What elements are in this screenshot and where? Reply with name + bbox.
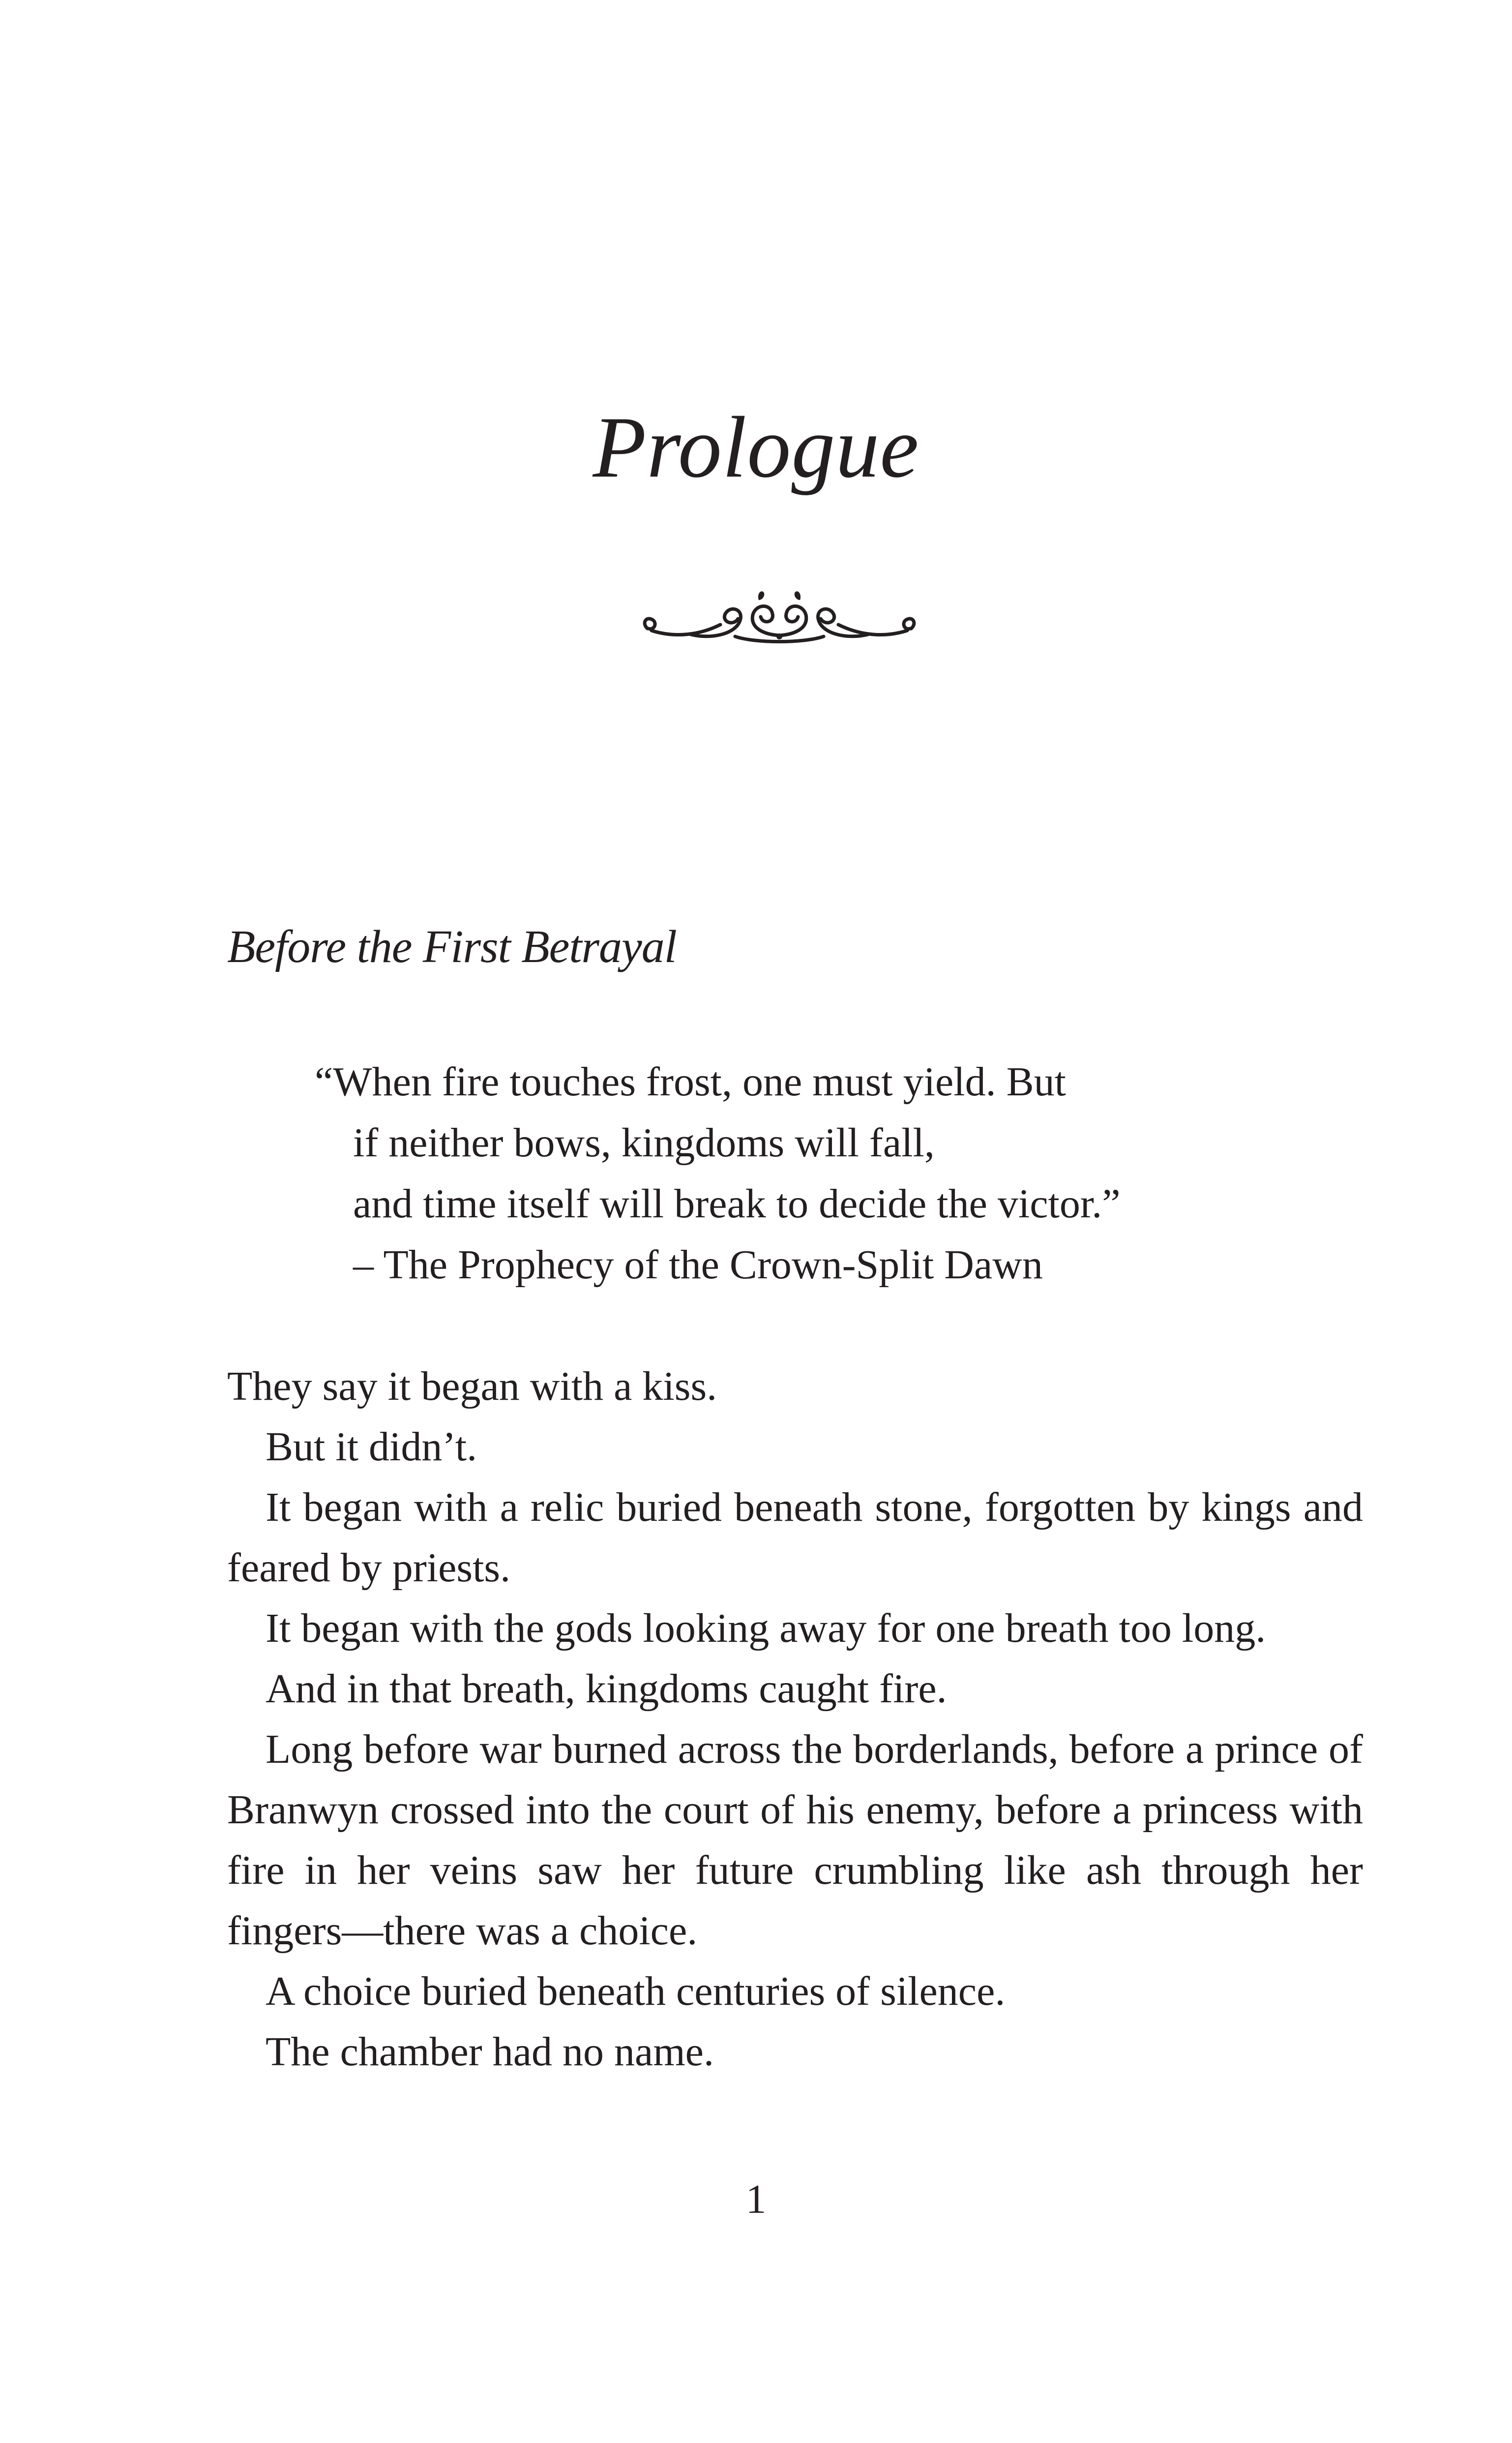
epigraph xyxy=(315,1052,1347,1296)
scroll-flourish-icon xyxy=(637,585,922,654)
paragraph: The chamber had no name. xyxy=(266,2029,714,2075)
epigraph-line: “When fire touches frost, one must yield. But xyxy=(315,1059,1066,1105)
section-subtitle: Before the First Betrayal xyxy=(227,921,677,972)
paragraph: It began with the gods looking away for one breath too long. xyxy=(266,1605,1266,1651)
paragraph: They say it began with a kiss. xyxy=(227,1363,717,1409)
epigraph-line: and time itself will break to decide the victor.” xyxy=(353,1181,1121,1227)
body-text xyxy=(227,1356,1363,2082)
epigraph-line: if neither bows, kingdoms will fall, xyxy=(353,1120,935,1166)
chapter-title: Prologue xyxy=(593,398,919,496)
page-number: 1 xyxy=(745,2176,767,2222)
paragraph: Long before war burned across the borderlands, before a prince of Branwyn crossed into the court of his enemy, before a princess with fire in her veins saw her future crumbling like ash through her fingers—there was a choice. xyxy=(227,1726,1363,1954)
paragraph: It began with a relic buried beneath stone, forgotten by kings and feared by priests. xyxy=(227,1484,1363,1591)
paragraph: But it didn’t. xyxy=(266,1424,477,1470)
epigraph-attribution: – The Prophecy of the Crown-Split Dawn xyxy=(353,1242,1043,1288)
paragraph: And in that breath, kingdoms caught fire. xyxy=(266,1666,947,1712)
paragraph: A choice buried beneath centuries of silence. xyxy=(266,1968,1006,2014)
